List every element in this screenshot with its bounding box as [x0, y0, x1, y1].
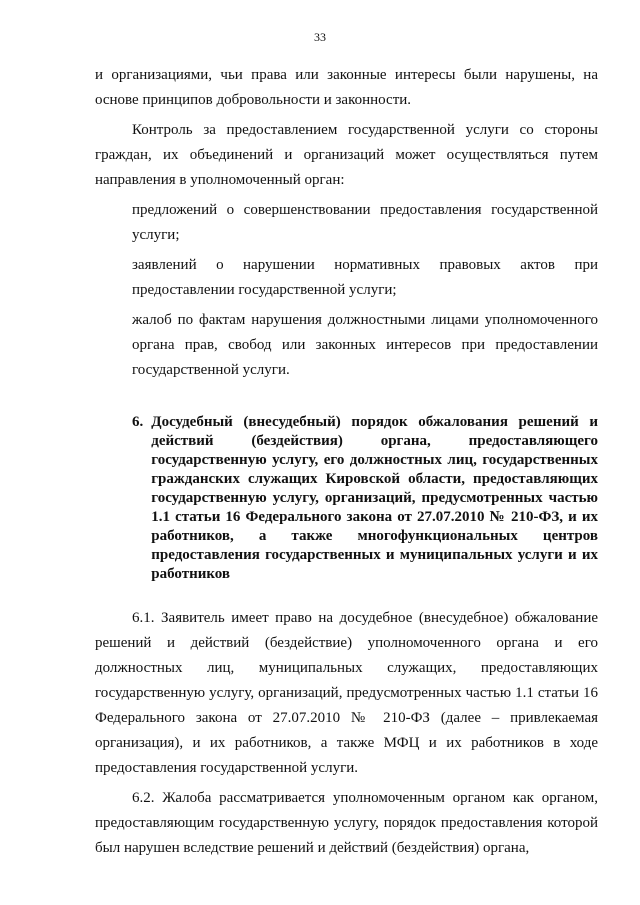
section-number: 6. [132, 414, 144, 430]
paragraph: Контроль за предоставлением государственной услуги со стороны граждан, их объединений и организаций может осуществляться путем направления в уполномоченный орган: [95, 122, 598, 188]
section-heading [95, 413, 598, 584]
list-item: предложений о совершенствовании предоставления государственной услуги; [132, 202, 598, 243]
list-item: заявлений о нарушении нормативных правовых актов при предоставлении государственной услуги; [132, 257, 598, 298]
list-item: жалоб по фактам нарушения должностными лицами уполномоченного органа прав, свобод или законных интересов при предоставлении государственной услуги. [132, 312, 598, 378]
paragraph: 6.2. Жалоба рассматривается уполномоченным органом как органом, предоставляющим государственную услугу, порядок предоставления которой был нарушен вследствие решений и действий (бездействия) органа, [95, 790, 598, 856]
paragraph: и организациями, чьи права или законные интересы были нарушены, на основе принципов добровольности и законности. [95, 67, 598, 108]
paragraph: 6.1. Заявитель имеет право на досудебное (внесудебное) обжалование решений и действий (бездействие) уполномоченного органа и его должностных лиц, муниципальных служащих, предоставляющих государственную услугу, организаций, предусмотренных частью 1.1 статьи 16 Федерального закона от 27.07.2010 № 210-ФЗ (далее – привлекаемая организация), и их работников, а также МФЦ и их работников в ходе предоставления государственной услуги. [95, 610, 598, 776]
page-number: 33 [314, 30, 326, 44]
section-title: Досудебный (внесудебный) порядок обжалования решений и действий (бездействия) органа, предоставляющего государственную услугу, его должностных лиц, государственных гражданских служащих Кировской области, предоставляющих государственную услугу, организаций, предусмотренных частью 1.1 статьи 16 Федерального закона от 27.07.2010 № 210-ФЗ, и их работников, а также многофункциональных центров предоставления государственных и муниципальных услуги и их работников [151, 414, 598, 582]
document-body [95, 63, 598, 861]
